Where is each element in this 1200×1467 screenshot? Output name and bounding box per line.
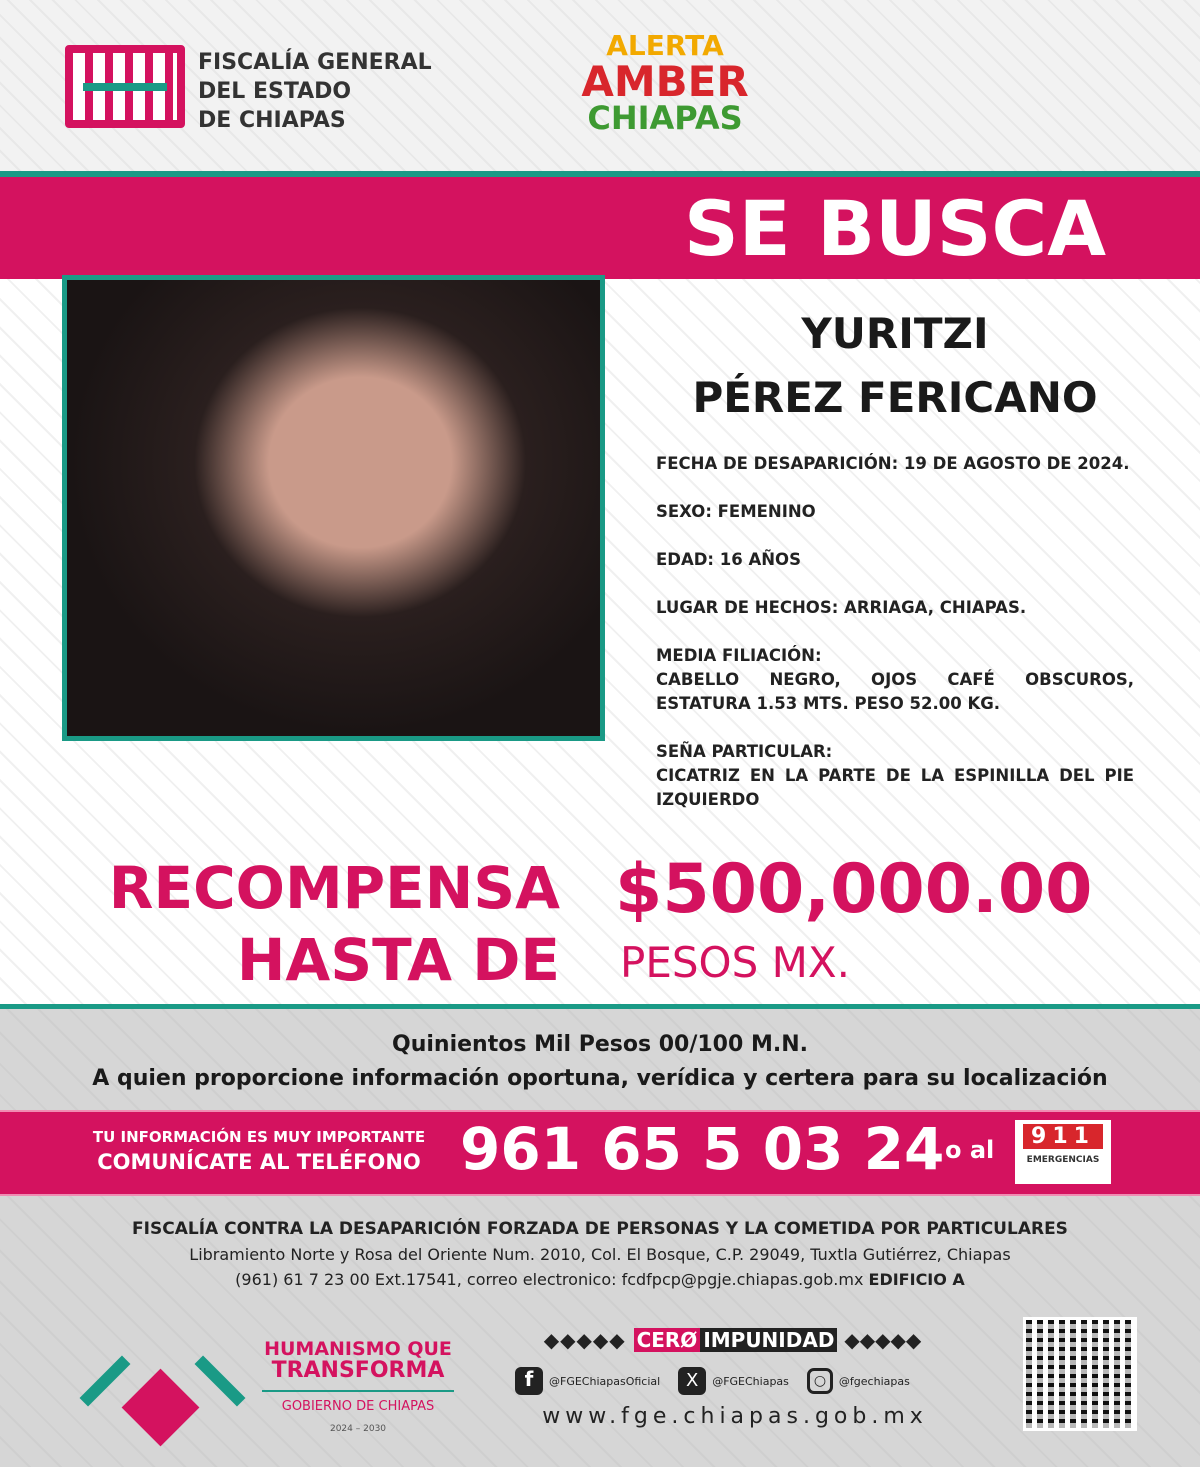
emergency-label: EMERGENCIAS xyxy=(1026,1155,1100,1165)
facebook-icon[interactable]: f xyxy=(515,1367,543,1395)
reward-in-words: Quinientos Mil Pesos 00/100 M.N. xyxy=(392,1032,808,1057)
contact-line2: COMUNÍCATE AL TELÉFONO xyxy=(97,1150,421,1174)
last-name: PÉREZ FERICANO xyxy=(692,373,1098,422)
fge-logo-icon xyxy=(65,45,185,128)
gov-years: 2024 – 2030 xyxy=(329,1424,387,1434)
disappearance-date: FECHA DE DESAPARICIÓN: 19 DE AGOSTO DE 2024. xyxy=(656,454,1130,473)
se-busca-title: SE BUSCA xyxy=(683,184,1107,273)
x-handle[interactable]: @FGEChiapas xyxy=(712,1374,789,1388)
instagram-icon[interactable]: ○ xyxy=(807,1368,833,1394)
instagram-handle[interactable]: @fgechiapas xyxy=(838,1374,910,1388)
emergency-number: 911 xyxy=(1023,1124,1103,1149)
office-name: FISCALÍA CONTRA LA DESAPARICIÓN FORZADA DE PERSONAS Y LA COMETIDA POR PARTICULARES xyxy=(132,1219,1068,1239)
gov-slogan-line1: HUMANISMO QUE xyxy=(264,1338,452,1360)
reward-label: RECOMPENSA xyxy=(108,854,560,922)
reward-label2: HASTA DE xyxy=(236,926,560,994)
contact-line1: TU INFORMACIÓN ES MUY IMPORTANTE xyxy=(92,1128,426,1146)
gov-slogan-line2: TRANSFORMA xyxy=(271,1358,445,1383)
x-icon[interactable]: X xyxy=(678,1367,706,1395)
alerta-amber-logo xyxy=(580,28,750,136)
diamond-decor-icon: ◆◆◆◆◆ xyxy=(837,1328,922,1352)
amber-line1: ALERTA xyxy=(606,29,724,62)
website[interactable]: www.fge.chiapas.gob.mx xyxy=(542,1404,928,1429)
age: EDAD: 16 AÑOS xyxy=(656,550,801,569)
reward-condition: A quien proporcione información oportuna, verídica y certera para su localización xyxy=(92,1066,1108,1091)
description-line2: ESTATURA 1.53 MTS. PESO 52.00 KG. xyxy=(656,694,1001,713)
gov-name: GOBIERNO DE CHIAPAS xyxy=(281,1399,435,1414)
office-contact: (961) 61 7 23 00 Ext.17541, correo electronico: fcdfpcp@pgje.chiapas.gob.mx xyxy=(235,1270,864,1289)
amber-line3: CHIAPAS xyxy=(587,99,743,137)
office-building: EDIFICIO A xyxy=(868,1270,965,1289)
distinguishing-mark-line1: CICATRIZ EN LA PARTE DE LA ESPINILLA DEL PIE xyxy=(656,766,1134,785)
org-name-line1: FISCALÍA GENERAL xyxy=(198,50,432,75)
office-address: Libramiento Norte y Rosa del Oriente Num. 2010, Col. El Bosque, C.P. 29049, Tuxtla Gutiérrez, Chiapas xyxy=(189,1245,1011,1264)
org-name-line3: DE CHIAPAS xyxy=(198,108,346,133)
facebook-handle[interactable]: @FGEChiapasOficial xyxy=(549,1374,661,1388)
first-name: YURITZI xyxy=(801,309,989,358)
org-name-line2: DEL ESTADO xyxy=(198,79,352,104)
reward-currency: PESOS MX. xyxy=(620,938,850,987)
details xyxy=(656,452,1134,812)
description-line1: CABELLO NEGRO, OJOS CAFÉ OBSCUROS, xyxy=(656,670,1134,689)
reward-amount: $500,000.00 xyxy=(615,850,1093,929)
amber-line2: AMBER xyxy=(581,57,749,106)
description-label: MEDIA FILIACIÓN: xyxy=(656,646,822,665)
missing-person-photo xyxy=(62,275,605,741)
contact-or: o al xyxy=(945,1136,995,1164)
distinguishing-mark-label: SEÑA PARTICULAR: xyxy=(656,742,833,761)
place: LUGAR DE HECHOS: ARRIAGA, CHIAPAS. xyxy=(656,598,1027,617)
cero-label: CERØ xyxy=(634,1328,701,1352)
911-emergency-icon[interactable] xyxy=(1015,1120,1111,1184)
distinguishing-mark-line2: IZQUIERDO xyxy=(656,790,760,809)
gobierno-chiapas-logo-icon xyxy=(75,1345,250,1440)
impunidad-label: IMPUNIDAD xyxy=(700,1328,837,1352)
contact-phone[interactable]: 961 65 5 03 24 xyxy=(460,1115,945,1183)
diamond-decor-icon: ◆◆◆◆◆ xyxy=(543,1328,634,1352)
qr-code-icon[interactable] xyxy=(1026,1320,1134,1428)
sex: SEXO: FEMENINO xyxy=(656,502,816,521)
